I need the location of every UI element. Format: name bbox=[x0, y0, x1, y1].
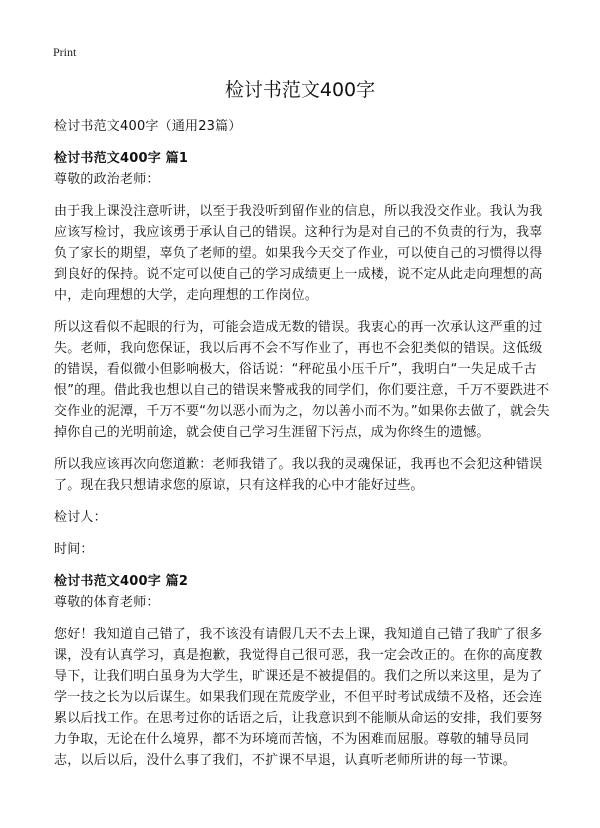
document-title: 检讨书范文400字 bbox=[224, 79, 376, 101]
print-link[interactable]: Print bbox=[53, 45, 77, 59]
paragraph: 所以这看似不起眼的行为，可能会造成无数的错误。我衷心的再一次承认这严重的过失。老师，我向您保证，我以后再不会不写作业了，再也不会犯类似的错误。这低级的错误，看似微小但影响极大，俗话说：“秤砣虽小压千斤”，我明白“一失足成千古恨”的理。借此我也想以自己的错误来警戒我的同学们，你们要注意，千万不要跌进不交作业的泥潭，千万不要“勿以恶小而为之，勿以善小而不为。”如果你去做了，就会失掉你自己的光明前途，就会使自己学习生涯留下污点，成为你终生的遗憾。 bbox=[54, 320, 550, 440]
salutation-2: 尊敬的体育老师： bbox=[54, 595, 160, 610]
section-heading-1: 检讨书范文400字 篇1 bbox=[54, 151, 189, 166]
paragraph: 由于我上课没注意听讲，以至于我没听到留作业的信息，所以我没交作业。我认为我应该写检讨，我应该勇于承认自己的错误。这种行为是对自己的不负责的行为，我辜负了家长的期望，辜负了老师的望。如果我今天交了作业，可以使自己的习惯得以得到良好的保持。说不定可以使自己的学习成绩更上一成楼，说不定从此走向理想的高中，走向理想的大学，走向理想的工作岗位。 bbox=[54, 204, 543, 303]
paragraph: 所以我应该再次向您道歉：老师我错了。我以我的灵魂保证，我再也不会犯这种错误了。现在我只想请求您的原谅，只有这样我的心中才能好过些。 bbox=[54, 457, 543, 493]
paragraph: 您好！我知道自己错了，我不该没有请假几天不去上课，我知道自己错了我旷了很多课，没有认真学习，真是抱歉，我觉得自己很可恶，我一定会改正的。在你的高度教导下，让我们明白虽身为大学生，旷课还是不被提倡的。我们之所以来这里，是为了学一技之长为以后谋生。如果我们现在荒废学业，不但平时考试成绩不及格，还会连累以后找工作。在思考过你的话语之后，让我意识到不能顺从命运的安排，我们要努力争取，无论在什么境界，都不为环境而苦恼，不为困难而屈服。尊敬的辅导员同志，以后以后，没什么事了我们，不扩课不早退，认真听老师所讲的每一节课。 bbox=[54, 627, 543, 768]
document-subtitle: 检讨书范文400字（通用23篇） bbox=[54, 119, 242, 134]
signature-label: 检讨人： bbox=[54, 510, 107, 525]
document-body bbox=[54, 116, 552, 782]
section-heading-2: 检讨书范文400字 篇2 bbox=[54, 574, 189, 589]
time-label: 时间： bbox=[54, 542, 94, 557]
salutation-1: 尊敬的政治老师： bbox=[54, 172, 160, 187]
